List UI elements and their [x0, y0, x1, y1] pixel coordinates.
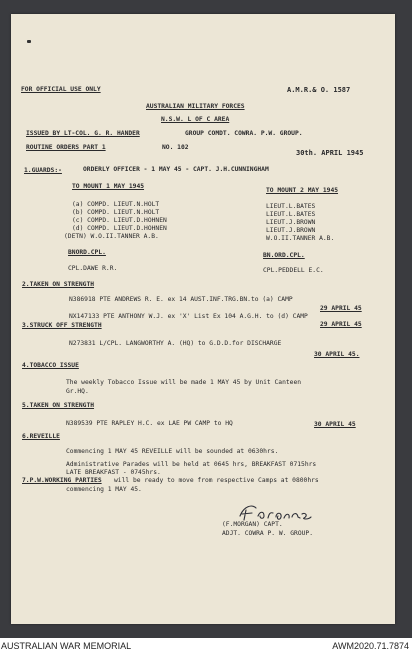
- orderly-officer: ORDERLY OFFICER - 1 MAY 45 - CAPT. J.H.CUNNINGHAM: [83, 166, 269, 173]
- section-3-line: N273831 L/CPL. LANGWORTHY A. (HQ) to G.D.D.for DISCHARGE: [69, 340, 282, 347]
- orders-number: NO. 102: [162, 144, 189, 151]
- area-heading: N.S.W. L OF C AREA: [161, 116, 230, 123]
- section-3-date: 30 APRIL 45.: [314, 351, 360, 358]
- section-5-date: 30 APRIL 45: [314, 421, 356, 428]
- guard-left-row: (c) COMPD. LIEUT.D.HOHNEN: [72, 217, 167, 224]
- section-7-line: will be ready to move from respective Camps at 0800hrs: [114, 477, 319, 484]
- orders-date: 30th. APRIL 1945: [296, 149, 364, 157]
- guard-right-cpl: CPL.PEDDELL E.C.: [263, 267, 324, 274]
- guard-left-row: (d) COMPD. LIEUT.D.HOHNEN: [72, 225, 167, 232]
- section-6-line: LATE BREAKFAST - 0745hrs.: [66, 469, 161, 476]
- signatory-name: (F.MORGAN) CAPT.: [222, 521, 283, 528]
- guard-right-row: LIEUT.L.BATES: [266, 203, 316, 210]
- guards-heading: 1.GUARDS:-: [24, 167, 62, 174]
- section-5-line: N389539 PTE RAPLEY H.C. ex LAE PW CAMP to HQ: [66, 420, 233, 427]
- section-4-line: The weekly Tobacco Issue will be made 1 MAY 45 by Unit Canteen: [66, 379, 302, 386]
- section-5-heading: 5.TAKEN ON STRENGTH: [22, 402, 95, 409]
- guard-left-heading: TO MOUNT 1 MAY 1945: [72, 183, 145, 190]
- section-2-line: N386918 PTE ANDREWS R. E. ex 14 AUST.INF.TRG.BN.to (a) CAMP: [69, 296, 293, 303]
- section-6-line: Administrative Parades will be held at 0645 hrs, BREAKFAST 0715hrs: [66, 461, 317, 468]
- guard-left-ord-cpl: BNORD.CPL.: [68, 249, 106, 256]
- guard-right-row: LIEUT.J.BROWN: [266, 227, 316, 234]
- guard-left-row: (DETN) W.O.II.TANNER A.B.: [64, 233, 159, 240]
- group-commandant: GROUP COMDT. COWRA. P.W. GROUP.: [185, 130, 303, 137]
- footer-accession-number: AWM2020.71.7874: [332, 641, 409, 651]
- section-4-heading: 4.TOBACCO ISSUE: [22, 362, 79, 369]
- section-4-line: Gr.HQ.: [66, 388, 89, 395]
- guard-right-heading: TO MOUNT 2 MAY 1945: [266, 187, 339, 194]
- guard-left-row: (a) COMPD. LIEUT.N.HOLT: [72, 201, 160, 208]
- section-6-heading: 6.REVEILLE: [22, 433, 60, 440]
- guard-right-row: LIEUT.L.BATES: [266, 211, 316, 218]
- section-7-heading: 7.P.W.WORKING PARTIES: [22, 477, 102, 484]
- section-2-line: NX147133 PTE ANTHONY W.J. ex 'X' List Ex 104 A.G.H. to (d) CAMP: [69, 313, 308, 320]
- orders-title: ROUTINE ORDERS PART 1: [26, 144, 106, 151]
- document-reference: A.M.R.& O. 1587: [287, 86, 351, 94]
- guard-left-cpl: CPL.DAWE R.R.: [68, 265, 118, 272]
- section-2-date: 29 APRIL 45: [320, 321, 362, 328]
- guard-left-row: (b) COMPD. LIEUT.N.HOLT: [72, 209, 160, 216]
- section-7-line: commencing 1 MAY 45.: [66, 486, 142, 493]
- classification-label: FOR OFFICIAL USE ONLY: [21, 86, 101, 93]
- guard-right-row: W.O.II.TANNER A.B.: [266, 235, 335, 242]
- force-heading: AUSTRALIAN MILITARY FORCES: [146, 103, 245, 110]
- punch-hole-mark: [27, 40, 31, 43]
- section-2-date: 29 APRIL 45: [320, 305, 362, 312]
- guard-right-row: LIEUT.J.BROWN: [266, 219, 316, 226]
- guard-right-ord-cpl: BN.ORD.CPL.: [263, 252, 305, 259]
- issued-by: ISSUED BY LT-COL. G. R. HANDER: [26, 130, 140, 137]
- section-2-heading: 2.TAKEN ON STRENGTH: [22, 281, 95, 288]
- section-6-line: Commencing 1 MAY 45 REVEILLE will be sounded at 0630hrs.: [66, 448, 279, 455]
- footer-institution: AUSTRALIAN WAR MEMORIAL: [1, 641, 132, 651]
- signatory-title: ADJT. COWRA P. W. GROUP.: [222, 530, 313, 537]
- section-3-heading: 3.STRUCK OFF STRENGTH: [22, 322, 102, 329]
